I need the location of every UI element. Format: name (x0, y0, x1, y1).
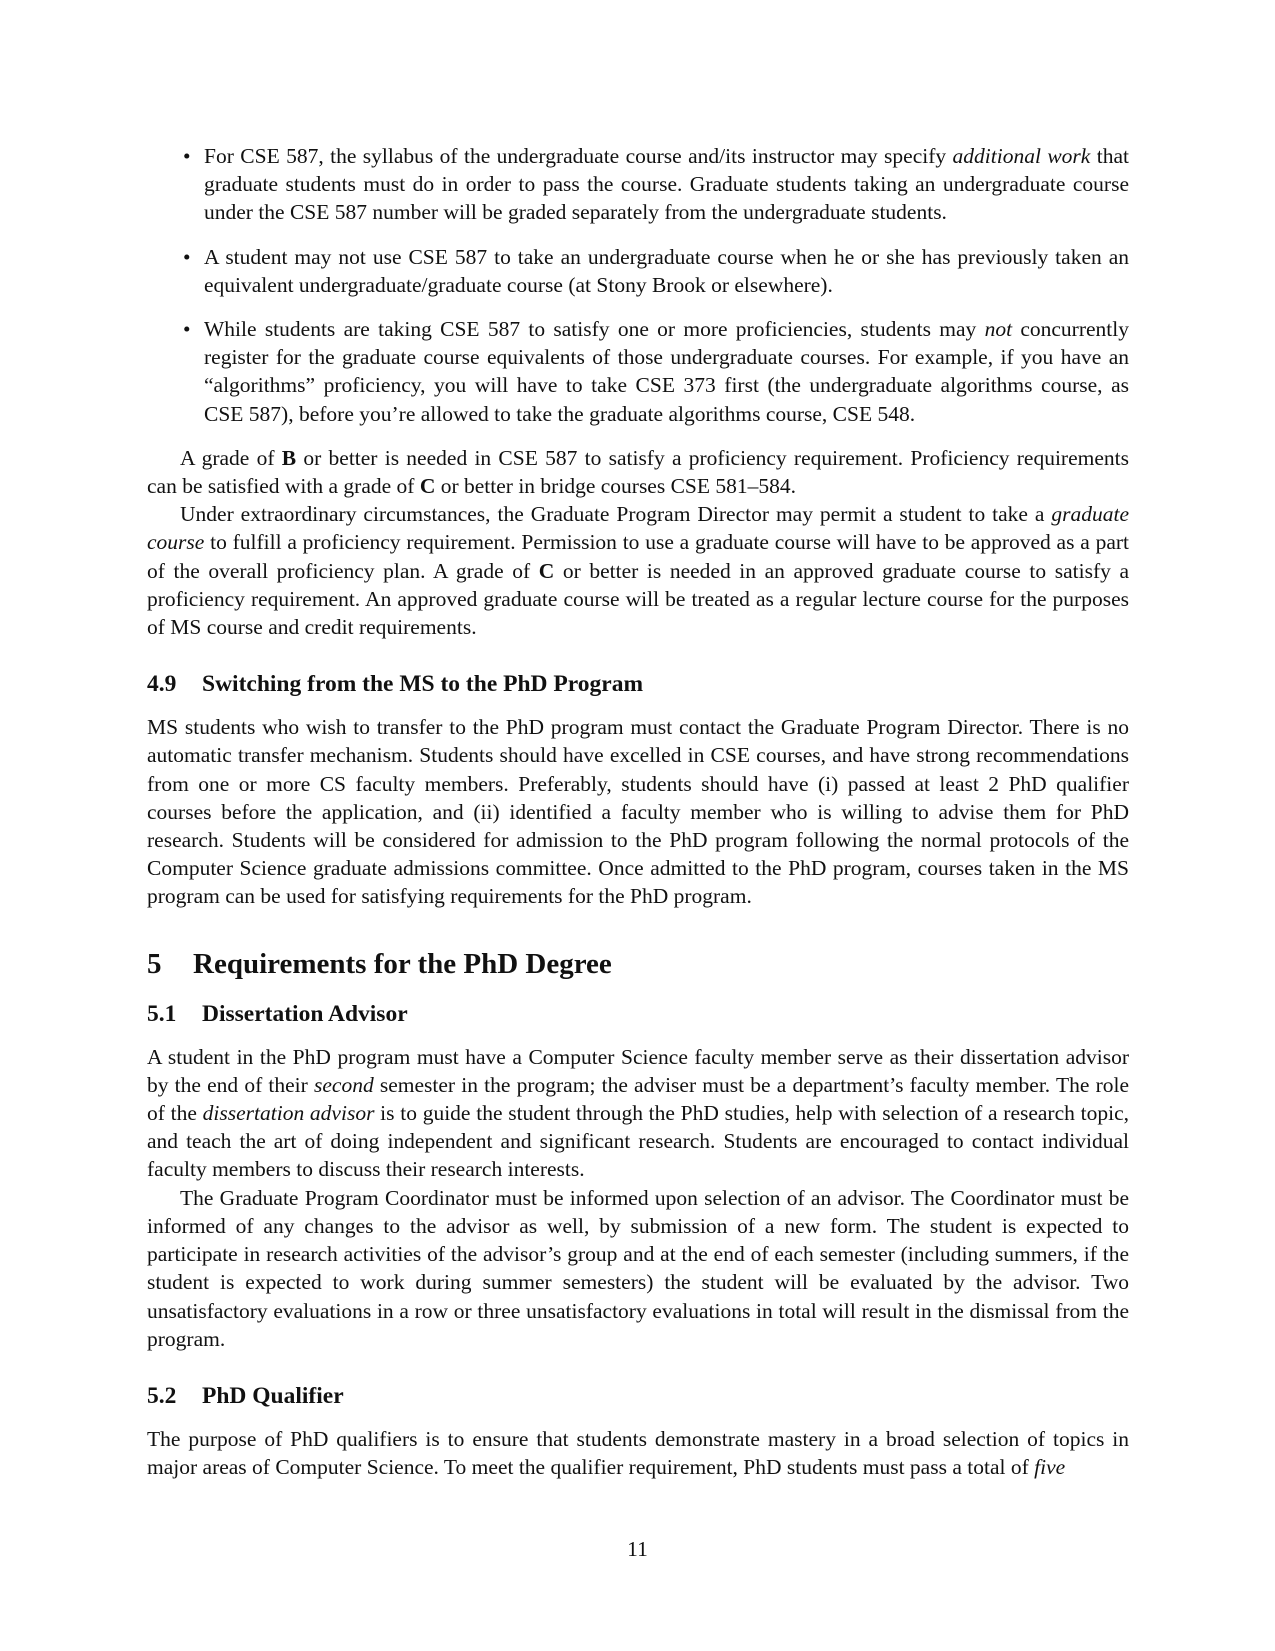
section-5-1-paragraph-2: The Graduate Program Coordinator must be informed upon selection of an advisor. The Coordinator must be informed of any changes to the advisor as well, by submission of a new form. The student is expected to participate in research activities of the advisor’s group and at the end of each semester (including summers, if the student is expected to work during summer semesters) the student will be evaluated by the advisor. Two unsatisfactory evaluations in a row or three unsatisfactory evaluations in total will result in the dismissal from the program. (147, 1185, 1129, 1351)
bullet-icon: • (183, 144, 191, 168)
section-5-heading: 5 Requirements for the PhD Degree (147, 947, 612, 980)
page-number: 11 (627, 1537, 648, 1561)
document-page (147, 142, 1129, 1481)
grade-paragraph: A grade of B or better is needed in CSE 587 to satisfy a proficiency requirement. Proficiency requirements can be satisfied with a grade of C or better in bridge courses CSE 581–584. (147, 445, 1129, 499)
section-4-9-text: MS students who wish to transfer to the PhD program must contact the Graduate Program Director. There is no automatic transfer mechanism. Students should have excelled in CSE courses, and have strong recommendations from one or more CS faculty members. Preferably, students should have (i) passed at least 2 PhD qualifier courses before the application, and (ii) identified a faculty member who is willing to advise them for PhD research. Students will be considered for admission to the PhD program following the normal protocols of the Computer Science graduate admissions committee. Once admitted to the PhD program, courses taken in the MS program can be used for satisfying requirements for the PhD program. (147, 715, 1129, 909)
bullet-icon: • (183, 244, 191, 269)
list-item: • For CSE 587, the syllabus of the undergraduate course and/its instructor may specify additional work that graduate students must do in order to pass the course. Graduate students taking an undergraduate course under the CSE 587 number will be graded separately from the undergraduate students. (183, 144, 1129, 225)
section-5-2-heading: 5.2 PhD Qualifier (147, 1382, 344, 1409)
list-item: • While students are taking CSE 587 to satisfy one or more proficiencies, students may not concurrently register for the graduate course equivalents of those undergraduate courses. For example, if you have an “algorithms” proficiency, you will have to take CSE 373 first (the undergraduate algorithms course, as CSE 587), before you’re allowed to take the graduate algorithms course, CSE 548. (183, 317, 1129, 426)
section-5-2-text: The purpose of PhD qualifiers is to ensure that students demonstrate mastery in a broad selection of topics in major areas of Computer Science. To meet the qualifier requirement, PhD students must pass a total of five (147, 1426, 1129, 1480)
bullet-icon: • (183, 317, 191, 342)
list-item: • A student may not use CSE 587 to take an undergraduate course when he or she has previously taken an equivalent undergraduate/graduate course (at Stony Brook or elsewhere). (183, 244, 1129, 297)
section-4-9-heading: 4.9 Switching from the MS to the PhD Program (147, 671, 644, 698)
section-5-1-paragraph-1: A student in the PhD program must have a Computer Science faculty member serve as their dissertation advisor by the end of their second semester in the program; the adviser must be a department’s faculty member. The role of the dissertation advisor is to guide the student through the PhD studies, help with selection of a research topic, and teach the art of doing independent and significant research. Students are encouraged to contact individual faculty members to discuss their research interests. (147, 1044, 1129, 1182)
bullet-list (147, 142, 1129, 428)
section-5-1-heading: 5.1 Dissertation Advisor (147, 1000, 408, 1027)
extraordinary-paragraph: Under extraordinary circumstances, the Graduate Program Director may permit a student to take a graduate course to fulfill a proficiency requirement. Permission to use a graduate course will have to be approved as a part of the overall proficiency plan. A grade of C or better is needed in an approved graduate course to satisfy a proficiency requirement. An approved graduate course will be treated as a regular lecture course for the purposes of MS course and credit requirements. (147, 502, 1129, 640)
